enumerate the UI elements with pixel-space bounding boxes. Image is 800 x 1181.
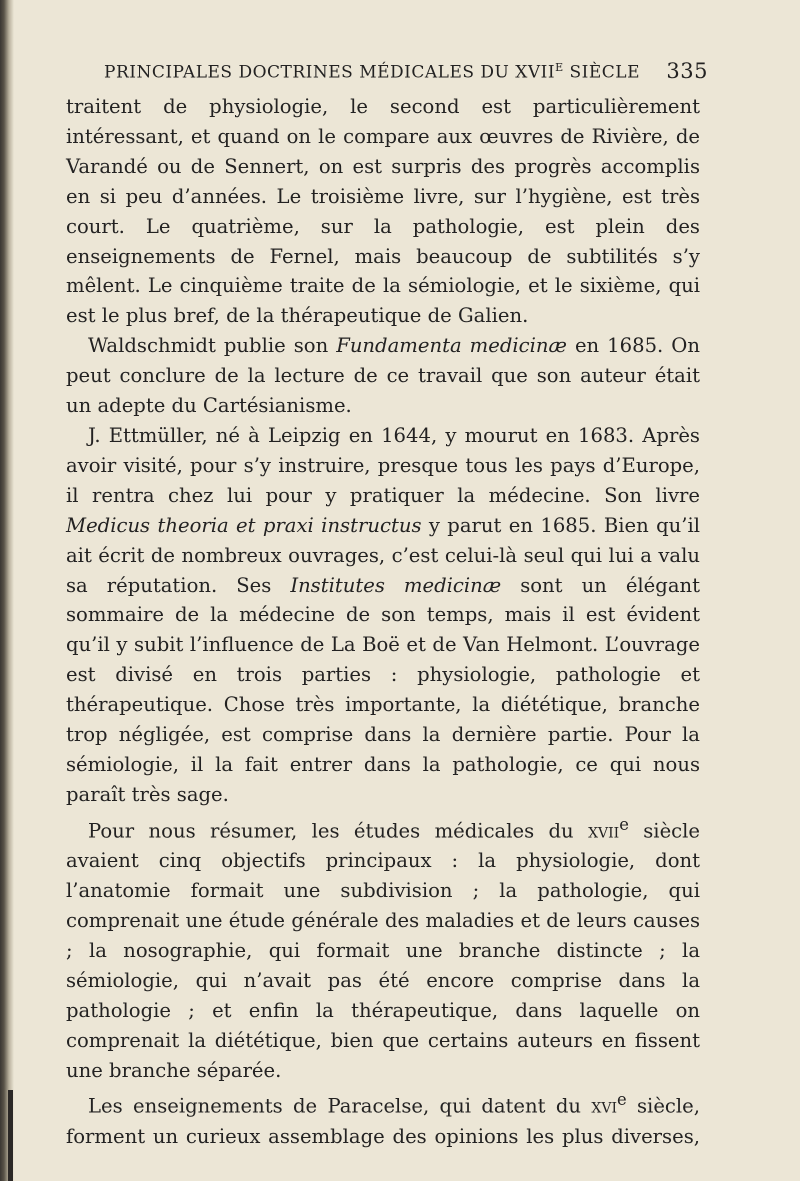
paragraph-2: Waldschmidt publie son Fundamenta medicinæ en 1685. On peut conclure de la lecture de ce travail que son auteur était un adepte du Cartésianisme. [66,334,700,418]
page-number: 335 [666,59,708,83]
body-text [66,92,700,1152]
paragraph-4: Pour nous résumer, les études médicales du xvii$^e$ siècle avaient cinq objectifs principaux : la physiologie, dont l’anatomie formait une subdivision ; la pathologie, qui comprenait une étude générale des maladies et de leurs causes ; la nosographie, qui formait une branche distincte ; la sémiologie, qui n’avait pas été encore comprise dans la pathologie ; et enfin la thérapeutique, dans laquelle on comprenait la diététique, bien que certains auteurs en fissent une branche séparée. [66,814,701,1082]
paragraph-5: Les enseignements de Paracelse, qui datent du xvi$^e$ siècle, forment un curieux assemblage des opinions les plus diverses, [66,1090,700,1148]
paragraph-1: traitent de physiologie, le second est particulièrement intéressant, et quand on le compare aux œuvres de Rivière, de Varandé ou de Sennert, on est surpris des progrès accomplis en si peu d’années. Le troisième livre, sur l’hygiène, est très court. Le quatrième, sur la pathologie, est plein des enseignements de Fernel, mais beaucoup de subtilités s’y mêlent. Le cinquième traite de la sémiologie, et le sixième, qui est le plus bref, de la thérapeutique de Galien. [66,95,700,328]
running-header [104,57,708,89]
book-title-fundamenta: Fundamenta medicinæ [336,334,567,358]
paragraph-3: J. Ettmüller, né à Leipzig en 1644, y mourut en 1683. Après avoir visité, pour s’y instruire, presque tous les pays d’Europe, il rentra chez lui pour y pratiquer la médecine. Son livre Medicus theoria et praxi instructus y parut en 1685. Bien qu’il ait écrit de nombreux ouvrages, c’est celui-là seul qui lui a valu sa réputation. Ses Institutes medicinæ sont un élégant sommaire de la médecine de son temps, mais il est évident qu’il y subit l’influence de La Boë et de Van Helmont. L’ouvrage est divisé en trois parties : physiologie, pathologie et thérapeutique. Chose très importante, la diététique, branche trop négligée, est comprise dans la dernière partie. Pour la sémiologie, il la fait entrer dans la pathologie, ce qui nous paraît très sage. [66,423,700,806]
book-spine-shadow [0,0,14,1181]
running-title: PRINCIPALES DOCTRINES MÉDICALES DU $XVII^E$ SIÈCLE [104,61,641,83]
book-spine-edge [8,1090,13,1181]
book-title-institutes: Institutes medicinæ [290,573,502,597]
book-title-medicus: Medicus theoria et praxi instructus [66,513,422,537]
